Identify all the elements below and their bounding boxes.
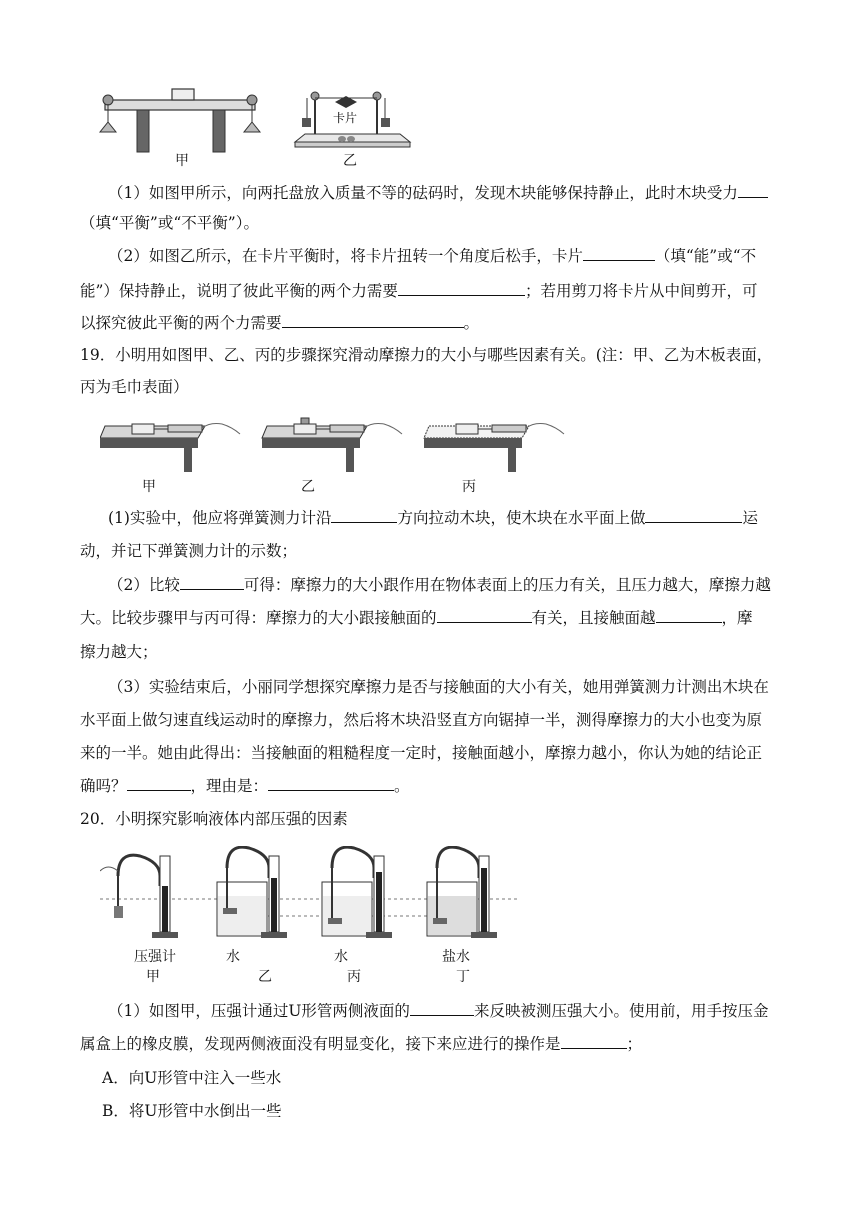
q18-part1-line1: （1）如图甲所示，向两托盘放入质量不等的砝码时，发现木块能够保持静止，此时木块受力: [108, 183, 768, 203]
card-label: 卡片: [333, 111, 358, 125]
answer-blank[interactable]: [268, 776, 394, 791]
pressure-gauge-yi: [217, 847, 287, 938]
answer-blank[interactable]: [127, 776, 191, 791]
fig-label-yi: 乙: [258, 969, 272, 985]
fig-label-water: 水: [334, 949, 348, 965]
fig-label-ding: 丁: [456, 969, 470, 985]
fig-label-gauge: 压强计: [134, 949, 176, 965]
q19-part3-line2: 水平面上做匀速直线运动时的摩擦力，然后将木块沿竖直方向锯掉一半，测得摩擦力的大小也变为原: [80, 711, 763, 729]
q19-stem-line2: 丙为毛巾表面）: [80, 378, 189, 396]
q18-part2-line1: （2）如图乙所示，在卡片平衡时，将卡片扭转一个角度后松手，卡片 （填“能”或“不: [108, 247, 757, 265]
answer-blank[interactable]: [738, 183, 768, 198]
fig-label-bing: 丙: [347, 969, 361, 985]
balance-apparatus-figure: [95, 84, 425, 154]
fig-label-salt-water: 盐水: [442, 949, 470, 965]
q19-part3-line3: 来的一半。她由此得出：当接触面的粗糙程度一定时，接触面越小，摩擦力越小，你认为她的结论正: [80, 744, 763, 762]
answer-blank[interactable]: [645, 508, 742, 523]
q19-part3-line4: 确吗？ ，理由是： 。: [80, 777, 410, 795]
fig-label-yi: 乙: [301, 479, 315, 495]
fig-label-jia: 甲: [142, 479, 156, 495]
option-a[interactable]: A．向U形管中注入一些水: [102, 1069, 282, 1087]
q19-part1-line2: 动，并记下弹簧测力计的示数；: [80, 542, 298, 560]
pressure-gauge-jia: [100, 855, 178, 938]
fig-label-bing: 丙: [462, 479, 476, 495]
q20-part1-line2: 属盒上的橡皮膜，发现两侧液面没有明显变化，接下来应进行的操作是 ；: [80, 1035, 643, 1053]
fig-label-water: 水: [226, 949, 240, 965]
answer-blank[interactable]: [561, 1034, 627, 1049]
q19-part2-line1: （2）比较 可得：摩擦力的大小跟作用在物体表面上的压力有关，且压力越大，摩擦力越: [108, 576, 771, 594]
q18-part1-line2: （填“平衡”或“不平衡”）。: [80, 214, 259, 232]
q19-part3-line1: （3）实验结束后，小丽同学想探究摩擦力是否与接触面的大小有关，她用弹簧测力计测出木块在: [108, 678, 769, 696]
pressure-gauge-bing: [322, 847, 392, 938]
q20-part1-line1: （1）如图甲，压强计通过U形管两侧液面的 来反映被测压强大小。使用前，用手按压金: [108, 1002, 769, 1020]
friction-setup-bing: [424, 424, 564, 473]
fig-label-yi: 乙: [343, 153, 357, 169]
q20-stem: 20．小明探究影响液体内部压强的因素: [80, 810, 348, 828]
answer-blank[interactable]: [331, 508, 397, 523]
answer-blank[interactable]: [583, 246, 655, 261]
answer-blank[interactable]: [398, 281, 525, 296]
pressure-gauge-figure: [100, 846, 530, 946]
q19-part1-line1: (1)实验中，他应将弹簧测力计沿 方向拉动木块，使木块在水平面上做 运: [108, 509, 758, 527]
answer-blank[interactable]: [656, 608, 722, 623]
answer-blank[interactable]: [410, 1001, 474, 1016]
q19-stem-line1: 19．小明用如图甲、乙、丙的步骤探究滑动摩擦力的大小与哪些因素有关。(注：甲、乙为木板表面，: [80, 346, 773, 364]
answer-blank[interactable]: [180, 575, 244, 590]
q18-part2-line2: 能”）保持静止，说明了彼此平衡的两个力需要 ；若用剪刀将卡片从中间剪开，可: [80, 282, 758, 300]
fig-label-jia: 甲: [146, 969, 160, 985]
friction-setup-jia: [100, 424, 240, 473]
friction-setup-yi: [262, 418, 402, 472]
fig-label-jia: 甲: [175, 153, 189, 169]
pressure-gauge-ding: [427, 847, 497, 938]
answer-blank[interactable]: [437, 608, 532, 623]
q18-part2-line3: 以探究彼此平衡的两个力需要 。: [80, 314, 480, 332]
friction-experiment-figure: [100, 416, 590, 474]
option-b[interactable]: B．将U形管中水倒出一些: [102, 1102, 282, 1120]
answer-blank[interactable]: [282, 313, 464, 328]
q19-part2-line2: 大。比较步骤甲与丙可得：摩擦力的大小跟接触面的 有关，且接触面越 ，摩: [80, 609, 753, 627]
q19-part2-line3: 擦力越大；: [80, 643, 158, 661]
